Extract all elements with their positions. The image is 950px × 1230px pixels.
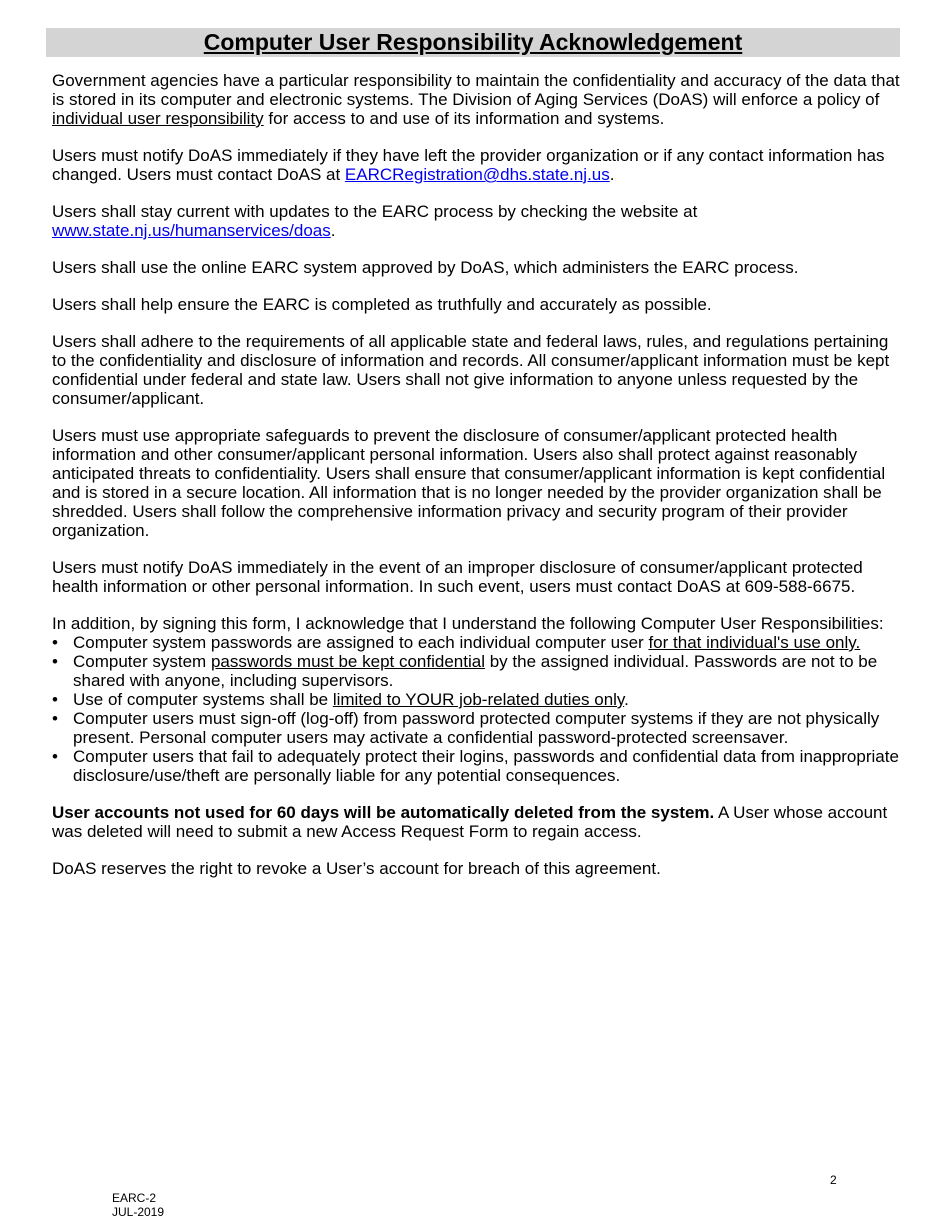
page-number: 2 (830, 1173, 837, 1187)
bullet-icon: • (52, 709, 58, 728)
laws-paragraph: Users shall adhere to the requirements of all applicable state and federal laws, rules, and regulations pertaining to the confidentiality and disclosure of information and records. All consumer/applicant information must be kept confidential under federal and state law. Users shall not give information to anyone unless requested by the consumer/applicant. (52, 332, 890, 408)
email-link[interactable]: EARCRegistration@dhs.state.nj.us (344, 165, 610, 184)
list-item-emphasis: limited to YOUR job-related duties only (332, 690, 625, 709)
revoke-paragraph: DoAS reserves the right to revoke a User’s account for breach of this agreement. (52, 859, 661, 878)
intro-text-end: for access to and use of its information and systems. (263, 109, 665, 128)
inactive-accounts-warning: User accounts not used for 60 days will be automatically deleted from the system. (52, 803, 715, 822)
list-item (52, 709, 900, 747)
intro-emphasis: individual user responsibility (52, 109, 264, 128)
list-item-emphasis: for that individual's use only. (648, 633, 861, 652)
accuracy-paragraph: Users shall help ensure the EARC is completed as truthfully and accurately as possible. (52, 295, 712, 314)
notify-text: Users must notify DoAS immediately if they have left the provider organization or if any contact information has changed. Users must contact DoAS at (52, 146, 885, 184)
intro-text: Government agencies have a particular responsibility to maintain the confidentiality and accuracy of the data that is stored in its computer and electronic systems. The Division of Aging Services (DoAS) will enforce a policy of (52, 71, 900, 109)
notify-text-end: . (609, 165, 615, 184)
bullet-icon: • (52, 690, 58, 709)
updates-text: Users shall stay current with updates to the EARC process by checking the website at (52, 202, 698, 221)
bullet-icon: • (52, 747, 58, 766)
website-link[interactable]: www.state.nj.us/humanservices/doas (52, 221, 331, 240)
list-item (52, 633, 900, 652)
title-bar (46, 28, 900, 57)
footer (112, 1191, 164, 1219)
bullet-icon: • (52, 652, 58, 671)
list-item-text-end: . (624, 690, 629, 709)
list-item-text: Use of computer systems shall be (73, 690, 333, 709)
list-item-text: Computer system passwords are assigned to each individual computer user (73, 633, 649, 652)
list-item (52, 747, 900, 785)
form-date: JUL-2019 (112, 1205, 165, 1219)
bullet-icon: • (52, 633, 58, 652)
intro-paragraph (52, 71, 900, 128)
disclosure-paragraph: Users must notify DoAS immediately in the event of an improper disclosure of consumer/applicant protected health information or other personal information. In such event, users must contact DoAS at 609-588-6675. (52, 558, 863, 596)
list-item-text: Computer system (73, 652, 211, 671)
acknowledge-paragraph: In addition, by signing this form, I acknowledge that I understand the following Computer User Responsibilities: (52, 614, 884, 633)
list-item (52, 652, 900, 690)
list-item (52, 690, 900, 709)
updates-paragraph (52, 202, 900, 240)
inactive-accounts-paragraph (52, 803, 900, 841)
inactive-accounts-text: A User whose account was deleted will need to submit a new Access Request Form to regain access. (52, 803, 888, 841)
list-item-text-end: by the assigned individual. Passwords are not to be shared with anyone, including supervisors. (73, 652, 878, 690)
document-body (52, 71, 900, 878)
safeguards-paragraph: Users must use appropriate safeguards to prevent the disclosure of consumer/applicant protected health information and other consumer/applicant personal information. Users also shall protect against reasonably anticipated threats to confidentiality. Users shall ensure that consumer/applicant information is kept confidential and is stored in a secure location. All information that is no longer needed by the provider organization shall be shredded. Users shall follow the comprehensive information privacy and security program of their provider organization. (52, 426, 886, 540)
page-title: Computer User Responsibility Acknowledgement (203, 29, 743, 55)
updates-text-end: . (330, 221, 336, 240)
list-item-text: Computer users must sign-off (log-off) from password protected computer systems if they are not physically present. Personal computer users may activate a confidential password-protected screensaver. (73, 709, 880, 747)
list-item-emphasis: passwords must be kept confidential (210, 652, 485, 671)
responsibility-list (52, 633, 900, 785)
form-id: EARC-2 (112, 1191, 157, 1205)
online-system-paragraph: Users shall use the online EARC system approved by DoAS, which administers the EARC process. (52, 258, 799, 277)
notify-paragraph (52, 146, 900, 184)
list-item-text: Computer users that fail to adequately protect their logins, passwords and confidential data from inappropriate disclosure/use/theft are personally liable for any potential consequences. (73, 747, 899, 785)
